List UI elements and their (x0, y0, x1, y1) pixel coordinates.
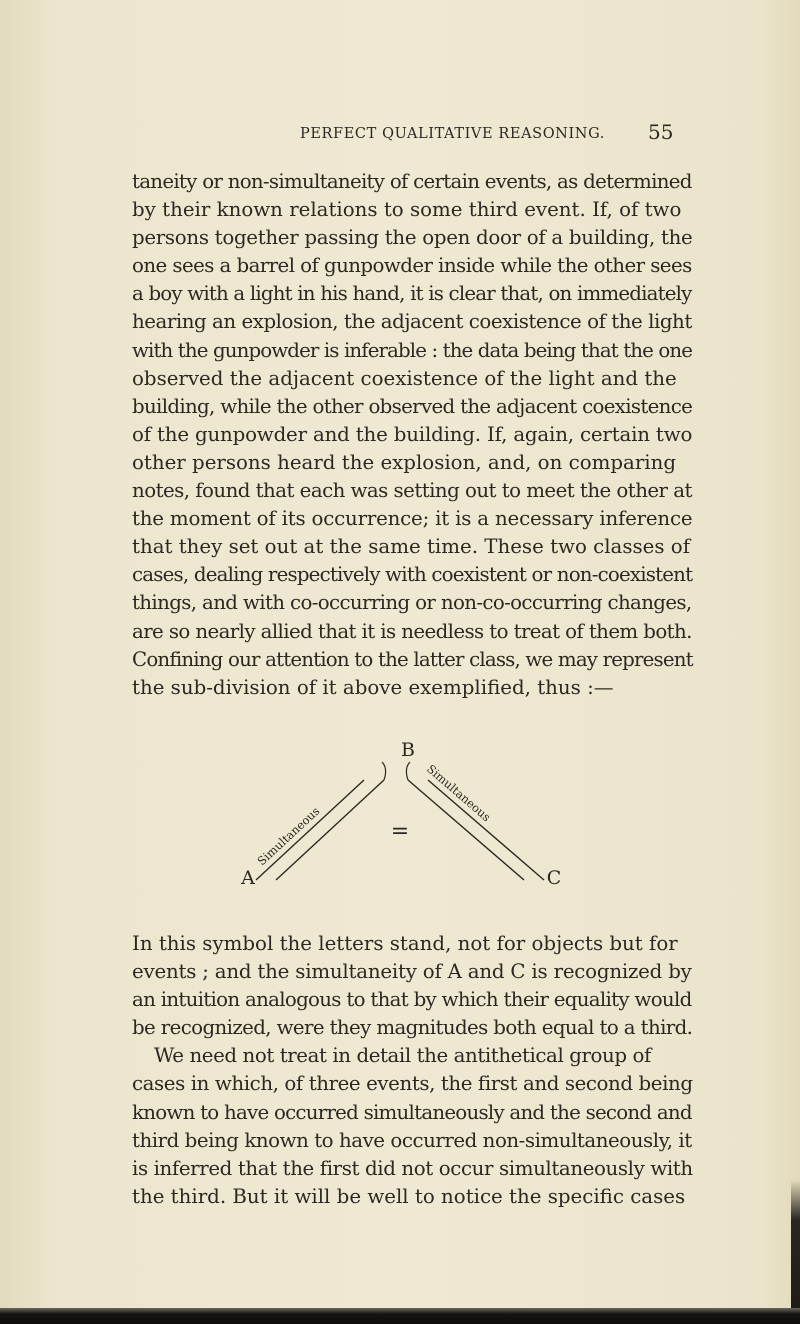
text-line: cases, dealing respectively with coexistent or non-coexistent (132, 563, 693, 587)
text-line: In this symbol the letters stand, not for objects but for (132, 932, 678, 955)
right-side-text: Simultaneous (424, 761, 494, 825)
left-line-outer (256, 780, 364, 880)
text-line: cases in which, of three events, the first and second being (132, 1072, 693, 1096)
text-line: notes, found that each was setting out to meet the other at (132, 479, 692, 503)
text-line: the moment of its occurrence; it is a necessary inference (132, 507, 693, 531)
diagram-svg (218, 738, 598, 886)
label-b: B (401, 739, 415, 761)
right-line-outer (428, 780, 544, 880)
left-hook (382, 762, 386, 780)
text-line: by their known relations to some third event. If, of two (132, 198, 682, 222)
text-line: are so nearly allied that it is needless to treat of them both. (132, 619, 692, 643)
text-line: Confining our attention to the latter class, we may represent (132, 647, 693, 671)
text-line: a boy with a light in his hand, it is clear that, on immediately (132, 282, 692, 306)
text-line: hearing an explosion, the adjacent coexistence of the light (132, 310, 692, 334)
text-line: the sub-division of it above exemplified, thus :— (132, 675, 614, 699)
paragraph-2 (132, 930, 692, 1211)
text-line: with the gunpowder is inferable : the data being that the one (132, 338, 693, 362)
text-line: an intuition analogous to that by which their equality would (132, 988, 692, 1012)
paragraph-1 (132, 168, 692, 702)
label-c: C (546, 867, 562, 886)
text-line: third being known to have occurred non-simultaneously, it (132, 1128, 692, 1152)
text-line: be recognized, were they magnitudes both equal to a third. (132, 1016, 693, 1040)
text-line: one sees a barrel of gunpowder inside while the other sees (132, 254, 692, 278)
right-hook (406, 762, 410, 780)
left-side-text: Simultaneous (254, 803, 323, 869)
running-title: PERFECT QUALITATIVE REASONING. (300, 126, 605, 142)
text-line: taneity or non-simultaneity of certain events, as determined (132, 170, 692, 193)
text-line: other persons heard the explosion, and, on comparing (132, 450, 677, 474)
text-line: is inferred that the first did not occur simultaneously with (132, 1156, 693, 1180)
page-bottom-edge (0, 1308, 800, 1324)
text-line: events ; and the simultaneity of A and C is recognized by (132, 960, 692, 984)
page-edge-shadow (791, 1180, 800, 1324)
text-line: of the gunpowder and the building. If, again, certain two (132, 422, 693, 446)
text-line: observed the adjacent coexistence of the light and the (132, 366, 677, 390)
text-line: things, and with co-occurring or non-co-occurring changes, (132, 591, 692, 615)
text-line: that they set out at the same time. These two classes of (132, 535, 691, 559)
page-number: 55 (648, 120, 674, 144)
text-line: We need not treat in detail the antithetical group of (154, 1044, 651, 1068)
text-line: the third. But it will be well to notice the specific cases (132, 1184, 686, 1208)
text-line: persons together passing the open door of a building, the (132, 226, 693, 250)
text-line: building, while the other observed the adjacent coexistence (132, 394, 693, 418)
simultaneity-diagram (218, 738, 598, 886)
label-a: A (241, 867, 255, 886)
equals-sign: = (390, 819, 410, 844)
text-line: known to have occurred simultaneously and the second and (132, 1100, 692, 1124)
